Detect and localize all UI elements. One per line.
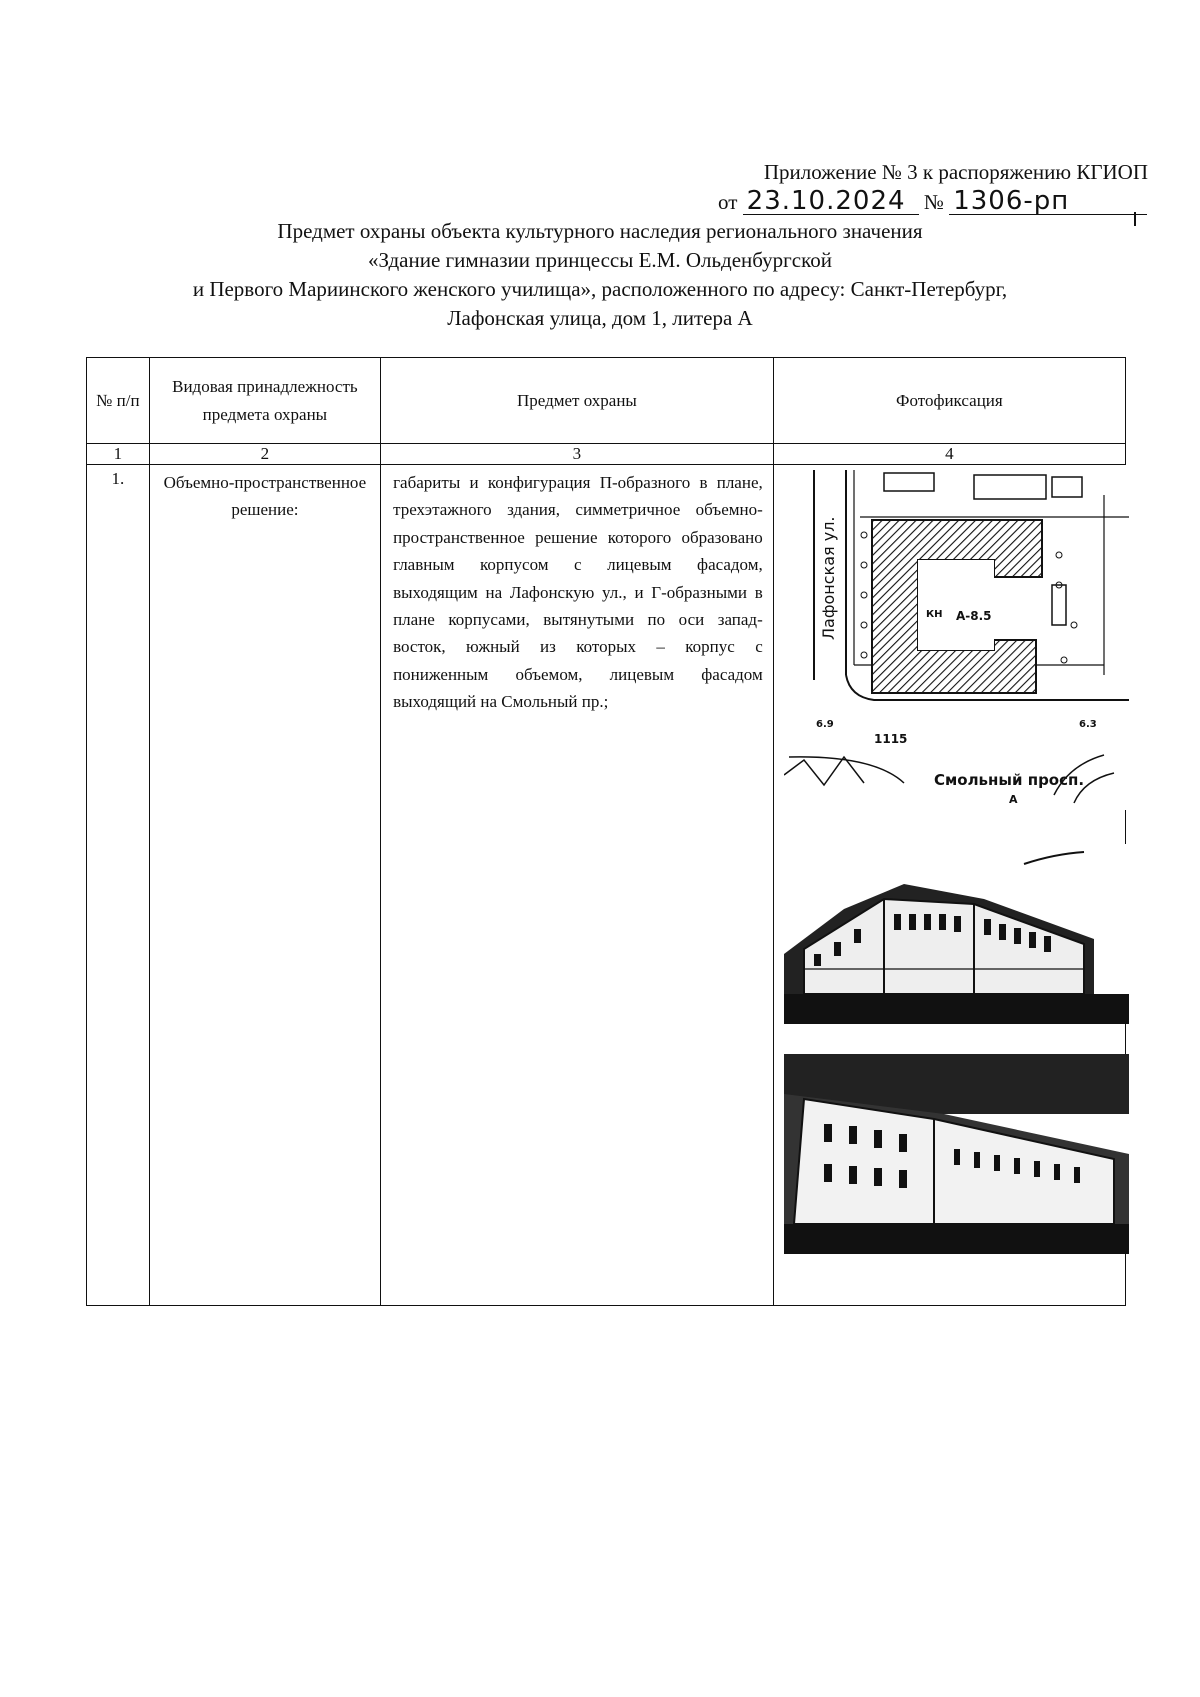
- photo-cell: [773, 465, 1125, 1306]
- row-number: 1.: [87, 465, 150, 1306]
- row-subject: габариты и конфигурация П-образного в плане, трехэтажного здания, симметричное объемно-пространственное решение которого образовано главным корпусом с лицевым фасадом, выходящим на Лафонскую ул., и Г-образными в плане корпусами, вытянутыми по оси запад-восток, южный из которых – корпус с пониженным объемом, лицевым фасадом выходящий на Смольный пр.;: [381, 465, 774, 1306]
- pen-mark: [1134, 212, 1136, 226]
- from-label: от: [718, 190, 738, 214]
- street-label-west: Лафонская ул.: [818, 516, 838, 640]
- title-line-4: Лафонская улица, дом 1, литера А: [447, 306, 753, 330]
- decree-number: 1306-рп: [949, 188, 1147, 215]
- title-line-1: Предмет охраны объекта культурного наследия регионального значения: [277, 219, 923, 243]
- column-number: 4: [773, 444, 1125, 465]
- lot-label: 1115: [873, 732, 908, 746]
- annex-reference: [678, 158, 1148, 216]
- building-label: А-8.5: [955, 609, 992, 623]
- building-photo-1: [784, 844, 1129, 1024]
- number-label: №: [923, 190, 944, 214]
- street-label-south: Смольный просп.: [933, 771, 1084, 789]
- column-number: 1: [87, 444, 150, 465]
- header-number: № п/п: [87, 358, 150, 444]
- table-row: [87, 465, 1126, 1306]
- decree-line: [718, 188, 1188, 216]
- site-plan-image: [784, 465, 1129, 810]
- title-line-3: и Первого Мариинского женского училища», расположенного по адресу: Санкт-Петербург,: [192, 277, 1008, 301]
- annex-line: Приложение № 3 к распоряжению КГИОП: [763, 160, 1148, 184]
- title-line-2: «Здание гимназии принцессы Е.М. Ольденбургской: [368, 248, 832, 272]
- column-number-row: [87, 444, 1126, 465]
- header-subject: Предмет охраны: [381, 358, 774, 444]
- document-title: [80, 217, 1120, 333]
- kn-label: КН: [925, 609, 943, 620]
- decree-date: 23.10.2024: [743, 188, 919, 215]
- elevation-label: 6.9: [815, 719, 834, 730]
- column-number: 2: [149, 444, 380, 465]
- table-header-row: [87, 358, 1126, 444]
- column-number: 3: [381, 444, 774, 465]
- letter-label: А: [1008, 793, 1018, 806]
- header-photo: Фотофиксация: [773, 358, 1125, 444]
- elevation-label: 6.3: [1078, 719, 1097, 730]
- row-kind: Объемно-пространственное решение:: [149, 465, 380, 1306]
- building-photo-2: [784, 1054, 1129, 1254]
- protection-table: [86, 357, 1126, 1306]
- header-kind: Видовая принадлежность предмета охраны: [149, 358, 380, 444]
